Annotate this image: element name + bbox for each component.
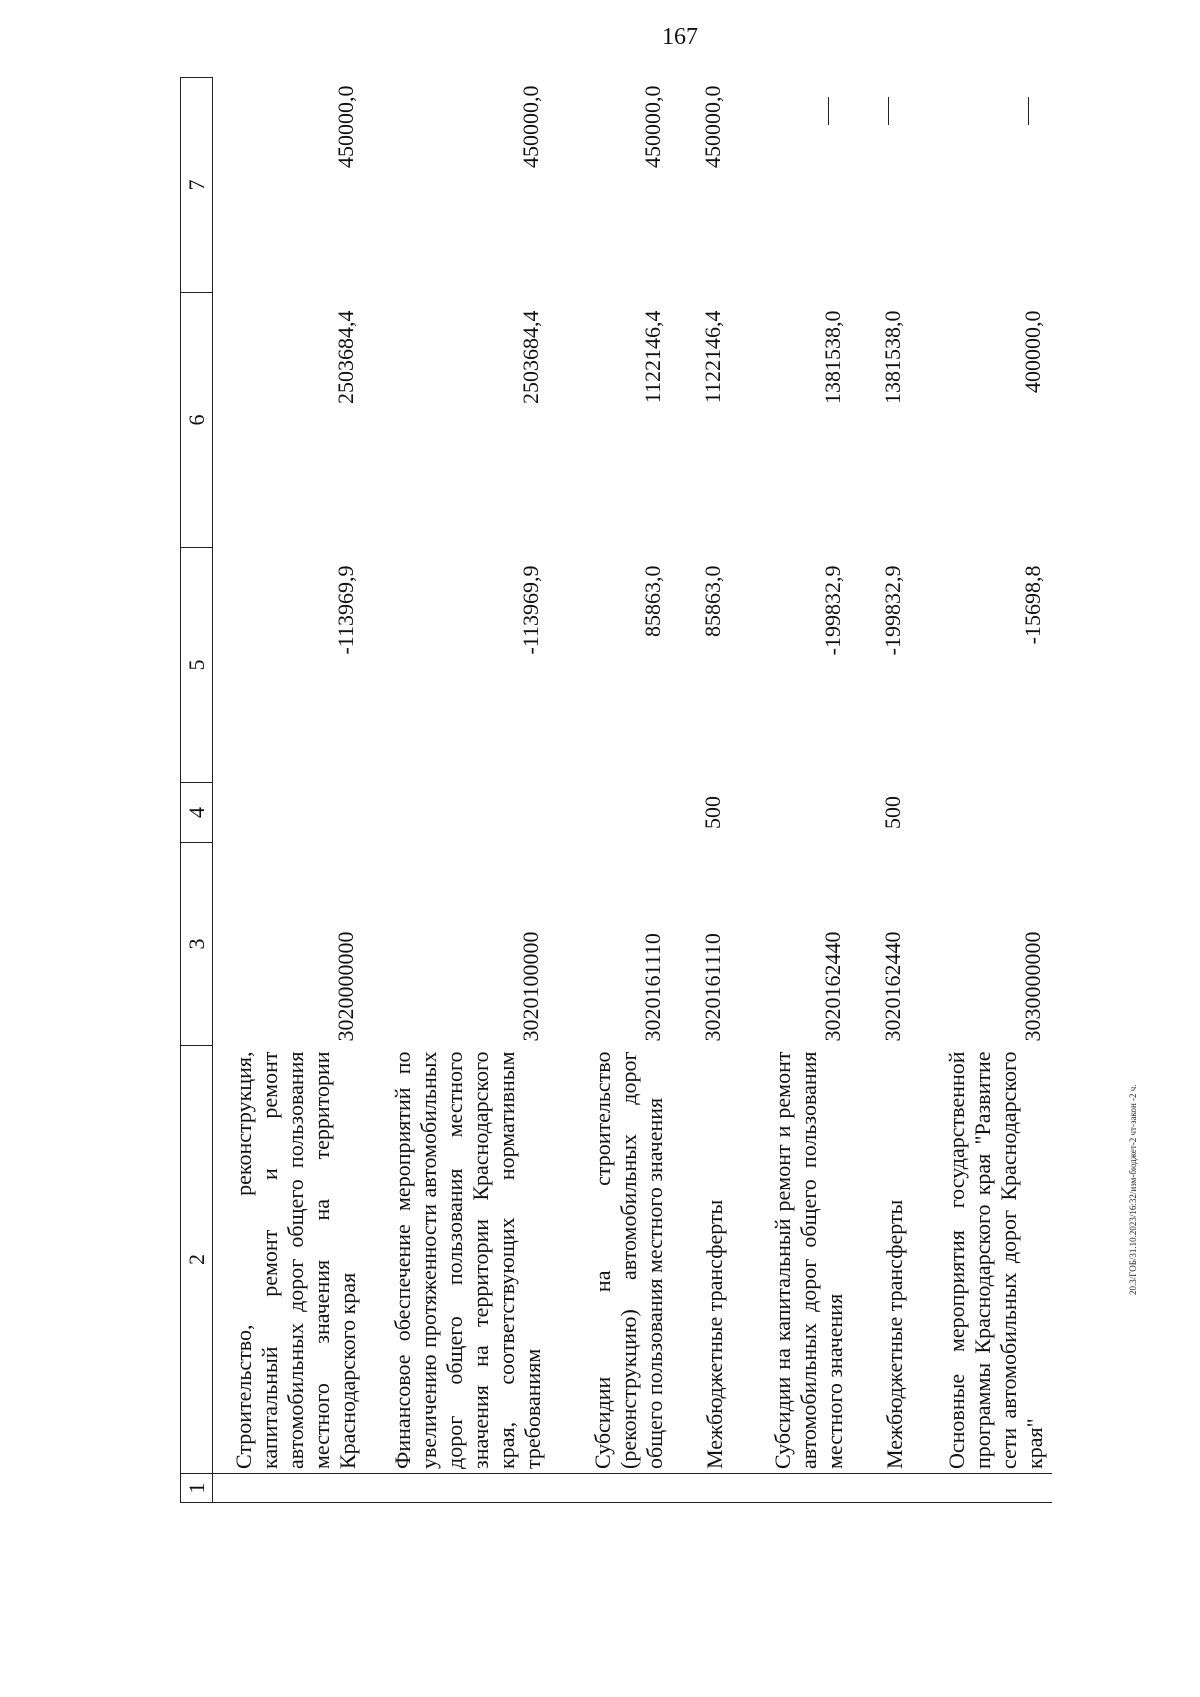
expense-type <box>365 783 550 843</box>
header-col-4: 4 <box>181 783 213 843</box>
index-cell <box>852 1474 912 1503</box>
dash-mark <box>888 98 889 126</box>
total-amount: 400000,0 <box>1019 310 1045 393</box>
dash-mark <box>1028 98 1029 126</box>
index-cell <box>672 1474 732 1503</box>
expense-type <box>213 783 365 843</box>
expense-type: 500 <box>699 796 725 829</box>
change-amount: -199832,9 <box>879 565 905 656</box>
table-row <box>365 78 550 1503</box>
col7-amount <box>852 78 912 293</box>
change-amount: 85863,0 <box>699 565 725 637</box>
target-code: 3020100000 <box>517 931 543 1042</box>
col7-amount: 450000,0 <box>517 85 543 168</box>
table-row <box>912 78 1052 1503</box>
header-col-2: 2 <box>181 1046 213 1474</box>
table-row <box>852 78 912 1503</box>
dash-mark <box>828 98 829 126</box>
row-name: Межбюджетные трансферты <box>881 1199 907 1469</box>
index-cell <box>732 1474 852 1503</box>
budget-table <box>180 77 1052 1503</box>
index-cell <box>213 1474 365 1503</box>
col7-amount <box>912 78 1052 293</box>
col7-amount: 450000,0 <box>332 85 358 168</box>
index-cell <box>365 1474 550 1503</box>
change-amount: -199832,9 <box>819 565 845 656</box>
change-amount: -113969,9 <box>332 565 358 655</box>
page-number: 167 <box>662 24 698 50</box>
target-code: 3030000000 <box>1019 931 1045 1042</box>
target-code: 3020162440 <box>879 931 905 1042</box>
col7-amount: 450000,0 <box>699 85 725 168</box>
table-row <box>550 78 672 1503</box>
change-amount: 85863,0 <box>639 565 665 637</box>
total-amount: 1122146,4 <box>639 310 665 404</box>
table-row <box>213 78 365 1503</box>
col7-amount: 450000,0 <box>639 85 665 168</box>
row-name: Основные мероприятия государственной программы Краснодарского края "Развитие сети автомобильных дорог Краснодарского края" <box>943 1051 1047 1469</box>
row-name: Субсидии на строительство (реконструкцию) автомобильных дорог общего пользования местного значения <box>589 1051 667 1469</box>
header-row <box>181 78 213 1503</box>
expense-type <box>912 783 1052 843</box>
document-footer: 20.3/ГОБ/31.10.2023/16:32/изм-бюджет-2 чт-закон -2 ч. <box>1128 1084 1138 1295</box>
index-cell <box>912 1474 1052 1503</box>
change-amount: -15698,8 <box>1019 565 1045 645</box>
header-col-5: 5 <box>181 548 213 783</box>
target-code: 3020161110 <box>699 933 725 1042</box>
change-amount: -113969,9 <box>517 565 543 655</box>
table-row <box>732 78 852 1503</box>
total-amount: 1381538,0 <box>819 310 845 404</box>
target-code: 3020161110 <box>639 933 665 1042</box>
row-name: Межбюджетные трансферты <box>701 1199 727 1469</box>
header-col-1: 1 <box>181 1474 213 1503</box>
target-code: 3020162440 <box>819 931 845 1042</box>
total-amount: 2503684,4 <box>332 310 358 404</box>
expense-type <box>732 783 852 843</box>
budget-table-sheet <box>180 78 1050 1503</box>
header-col-3: 3 <box>181 843 213 1046</box>
total-amount: 2503684,4 <box>517 310 543 404</box>
total-amount: 1381538,0 <box>879 310 905 404</box>
col7-amount <box>732 78 852 293</box>
expense-type: 500 <box>879 796 905 829</box>
table-row <box>672 78 732 1503</box>
target-code: 3020000000 <box>332 931 358 1042</box>
row-name: Строительство, реконструкция, капитальный ремонт и ремонт автомобильных дорог общего пользования местного значения на территории Краснодарского края <box>230 1051 360 1469</box>
row-name: Субсидии на капитальный ремонт и ремонт автомобильных дорог общего пользования местного значения <box>769 1051 847 1469</box>
index-cell <box>550 1474 672 1503</box>
row-name: Финансовое обеспечение мероприятий по увеличению протяженности автомобильных дорог общего пользования местного значения на территории Краснодарского края, соответствующих нормативным требованиям <box>389 1051 545 1469</box>
header-col-6: 6 <box>181 293 213 548</box>
header-col-7: 7 <box>181 78 213 293</box>
expense-type <box>550 783 672 843</box>
total-amount: 1122146,4 <box>699 310 725 404</box>
